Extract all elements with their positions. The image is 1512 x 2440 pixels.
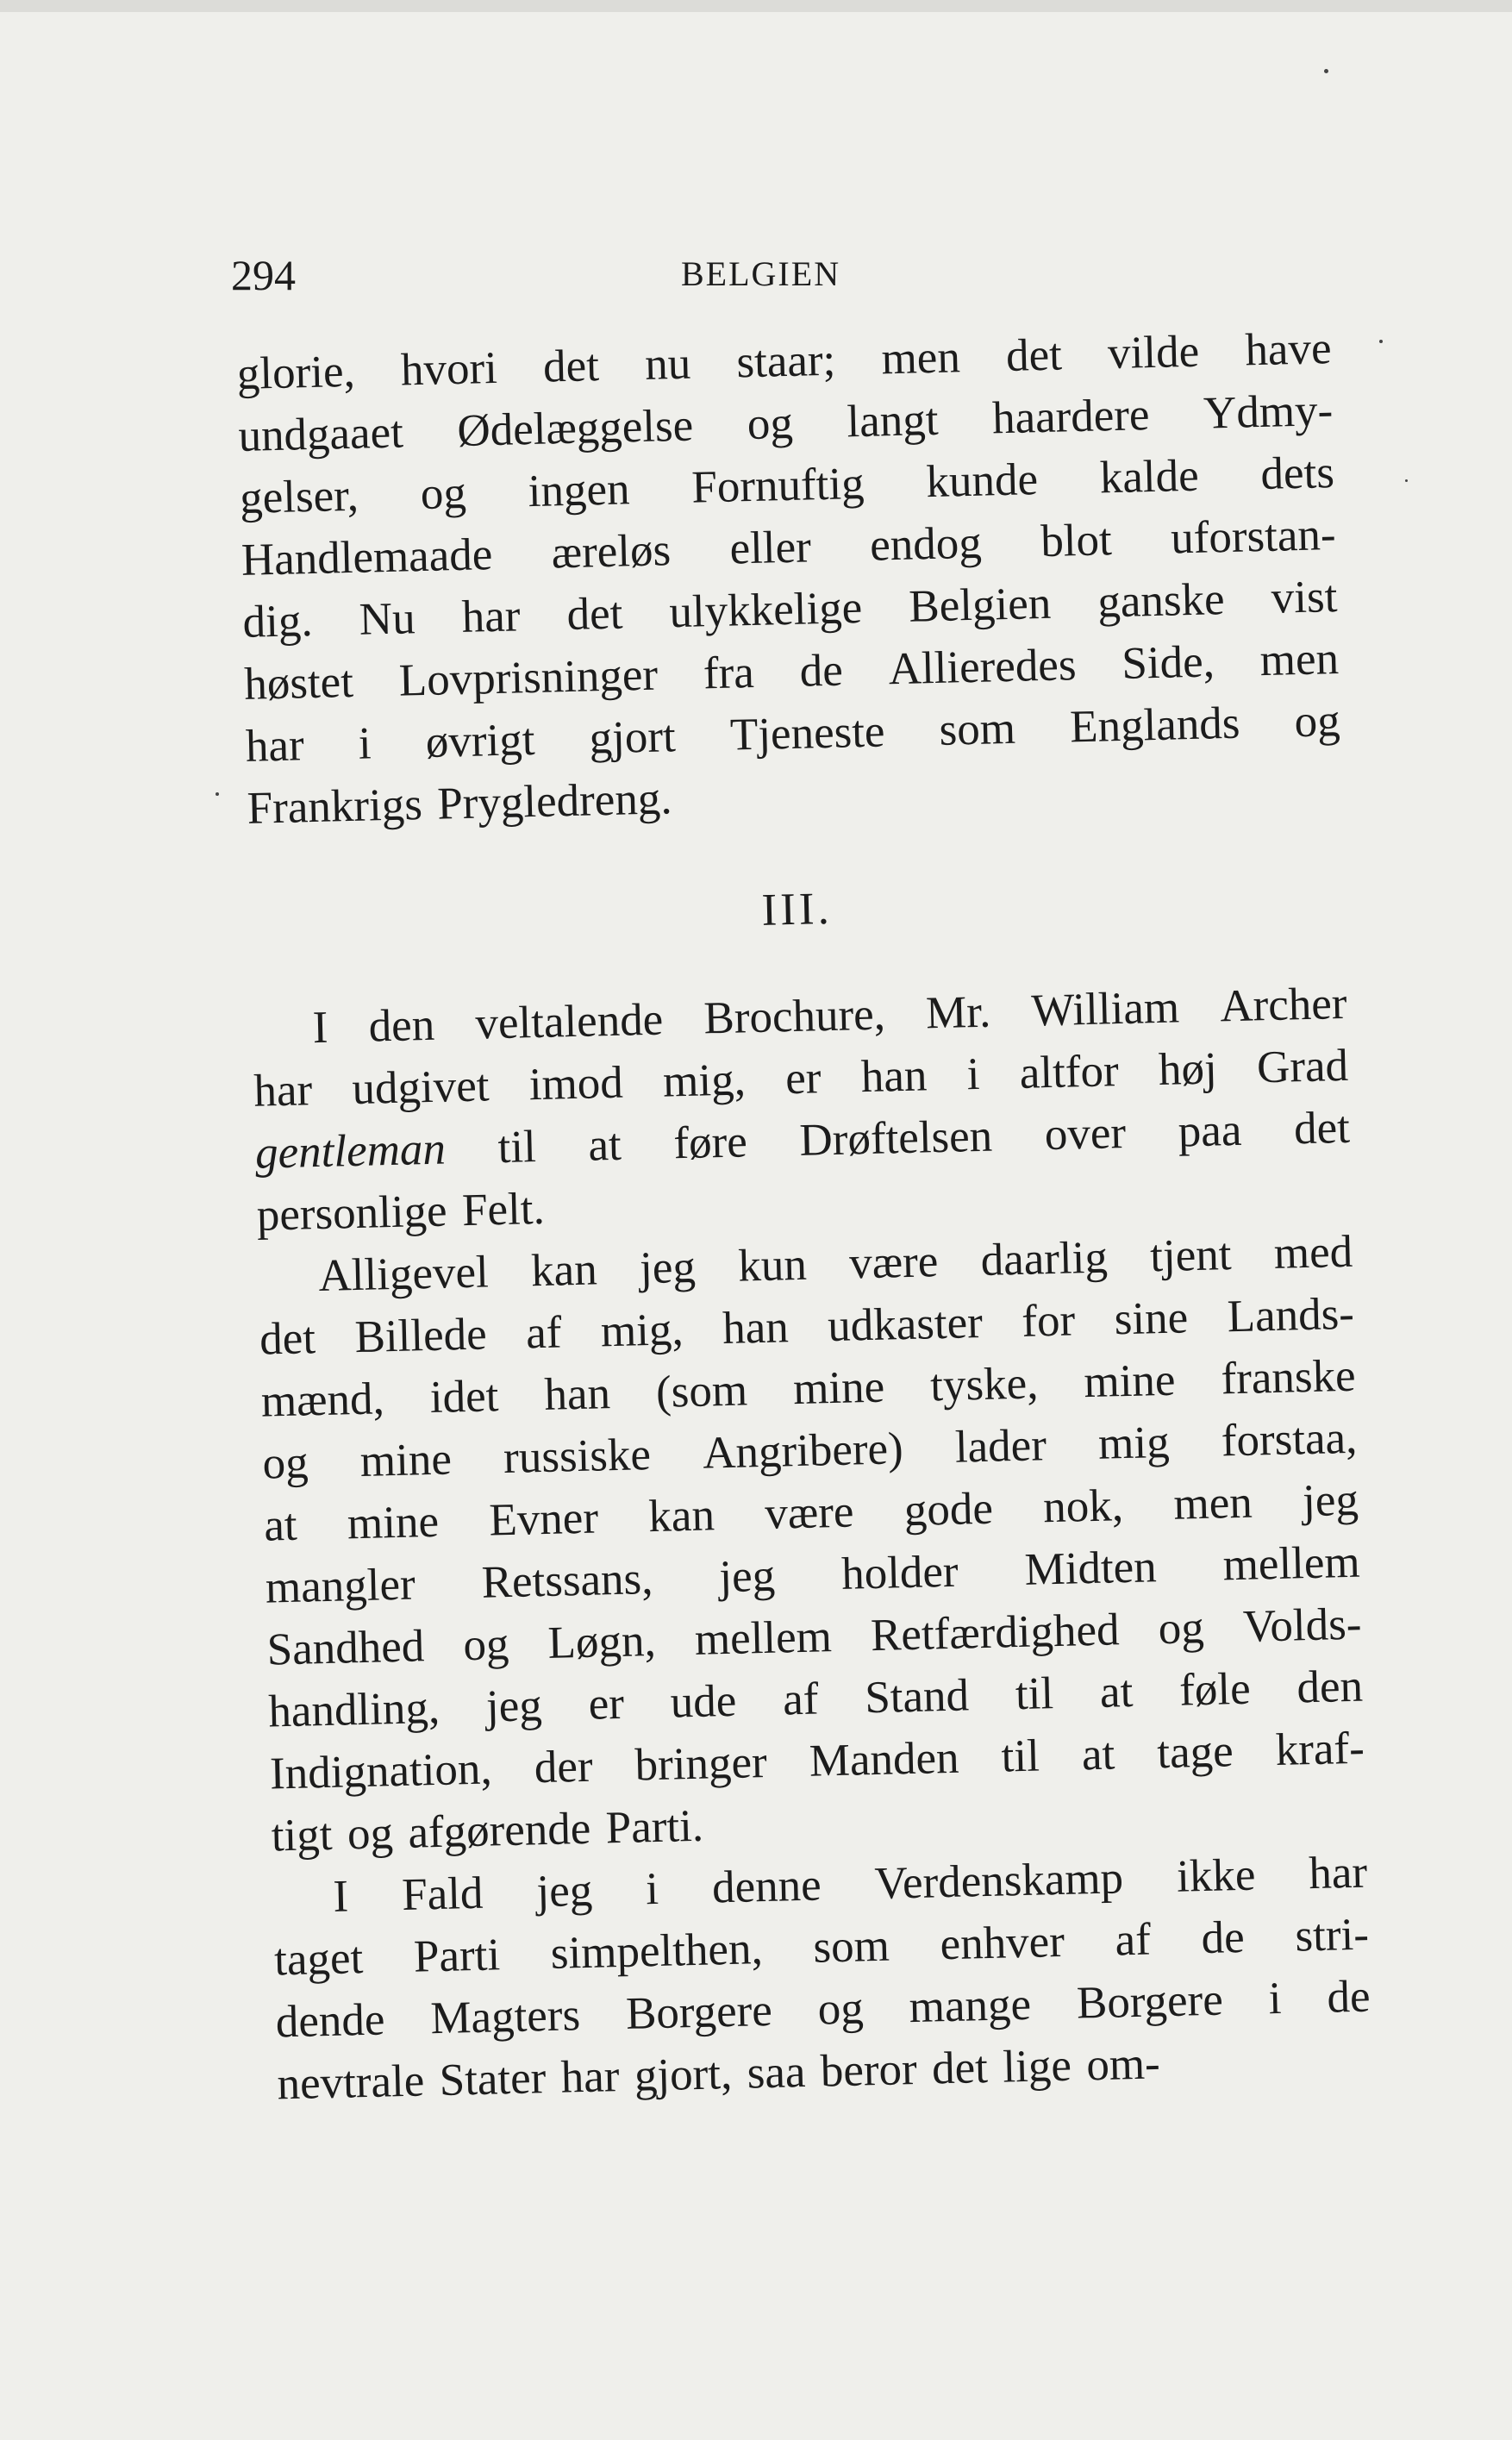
section-heading: III.	[760, 883, 834, 935]
text-line: at mine Evner kan være gode nok, men jeg	[263, 1474, 1359, 1551]
text-line: tigt og afgørende Parti.	[271, 1800, 704, 1861]
text-line: mangler Retssans, jeg holder Midten mellem	[265, 1536, 1361, 1613]
paragraph-1	[236, 317, 1342, 840]
text-line: handling, jeg er ude af Stand til at føle den	[267, 1661, 1364, 1737]
text-line: gentleman til at føre Drøftelsen over paa det	[254, 1102, 1351, 1179]
text-line: og mine russiske Angribere) lader mig forstaa,	[261, 1412, 1358, 1489]
paragraph-2	[252, 973, 1352, 1247]
text-line: Indignation, der bringer Manden til at tage kraf-	[269, 1723, 1365, 1799]
text-line: Handlemaade æreløs eller endog blot uforstan-	[241, 510, 1337, 585]
text-line: taget Parti simpelthen, som enhver af de stri-	[273, 1909, 1370, 1986]
speck-mark	[1379, 340, 1383, 343]
text-line: I Fald jeg i denne Verdenskamp ikke har	[332, 1847, 1368, 1922]
text-line: I den veltalende Brochure, Mr. William Archer	[312, 978, 1348, 1054]
body-text	[236, 317, 1372, 2115]
text-line: undgaaet Ødelæggelse og langt haardere Ydmy-	[237, 385, 1334, 461]
speck-mark	[1405, 479, 1408, 482]
text-line: det Billede af mig, han udkaster for sine Lands-	[259, 1288, 1355, 1365]
paragraph-3	[258, 1221, 1367, 1868]
text-line: Frankrigs Prygledreng.	[247, 773, 673, 834]
text-line: høstet Lovprisninger fra de Allieredes Side, men	[243, 633, 1340, 710]
text-line: glorie, hvori det nu staar; men det vilde have	[236, 323, 1333, 399]
text-line: dende Magters Borgere og mange Borgere i de	[275, 1971, 1371, 2048]
text-line: har i øvrigt gjort Tjeneste som Englands og	[245, 695, 1341, 772]
text-line: har udgivet imod mig, er han i altfor høj Grad	[253, 1040, 1349, 1117]
speck-mark	[216, 792, 219, 796]
text-line: personlige Felt.	[256, 1183, 546, 1241]
text-line: Alligevel kan jeg kun være daarlig tjent med	[317, 1226, 1353, 1302]
text-line: gelser, og ingen Fornuftig kunde kalde dets	[239, 447, 1335, 523]
paragraph-4	[272, 1842, 1372, 2116]
running-head: BELGIEN	[681, 254, 841, 293]
page-number: 294	[231, 251, 296, 299]
text-line: dig. Nu har det ulykkelige Belgien ganske vist	[241, 571, 1338, 648]
text-line: nevtrale Stater har gjort, saa beror det lige om-	[276, 2038, 1161, 2110]
text-line: mænd, idet han (som mine tyske, mine franske	[260, 1350, 1357, 1427]
text-line: Sandhed og Løgn, mellem Retfærdighed og Volds-	[266, 1599, 1363, 1675]
speck-mark	[1324, 69, 1328, 73]
page-header	[231, 250, 1334, 302]
